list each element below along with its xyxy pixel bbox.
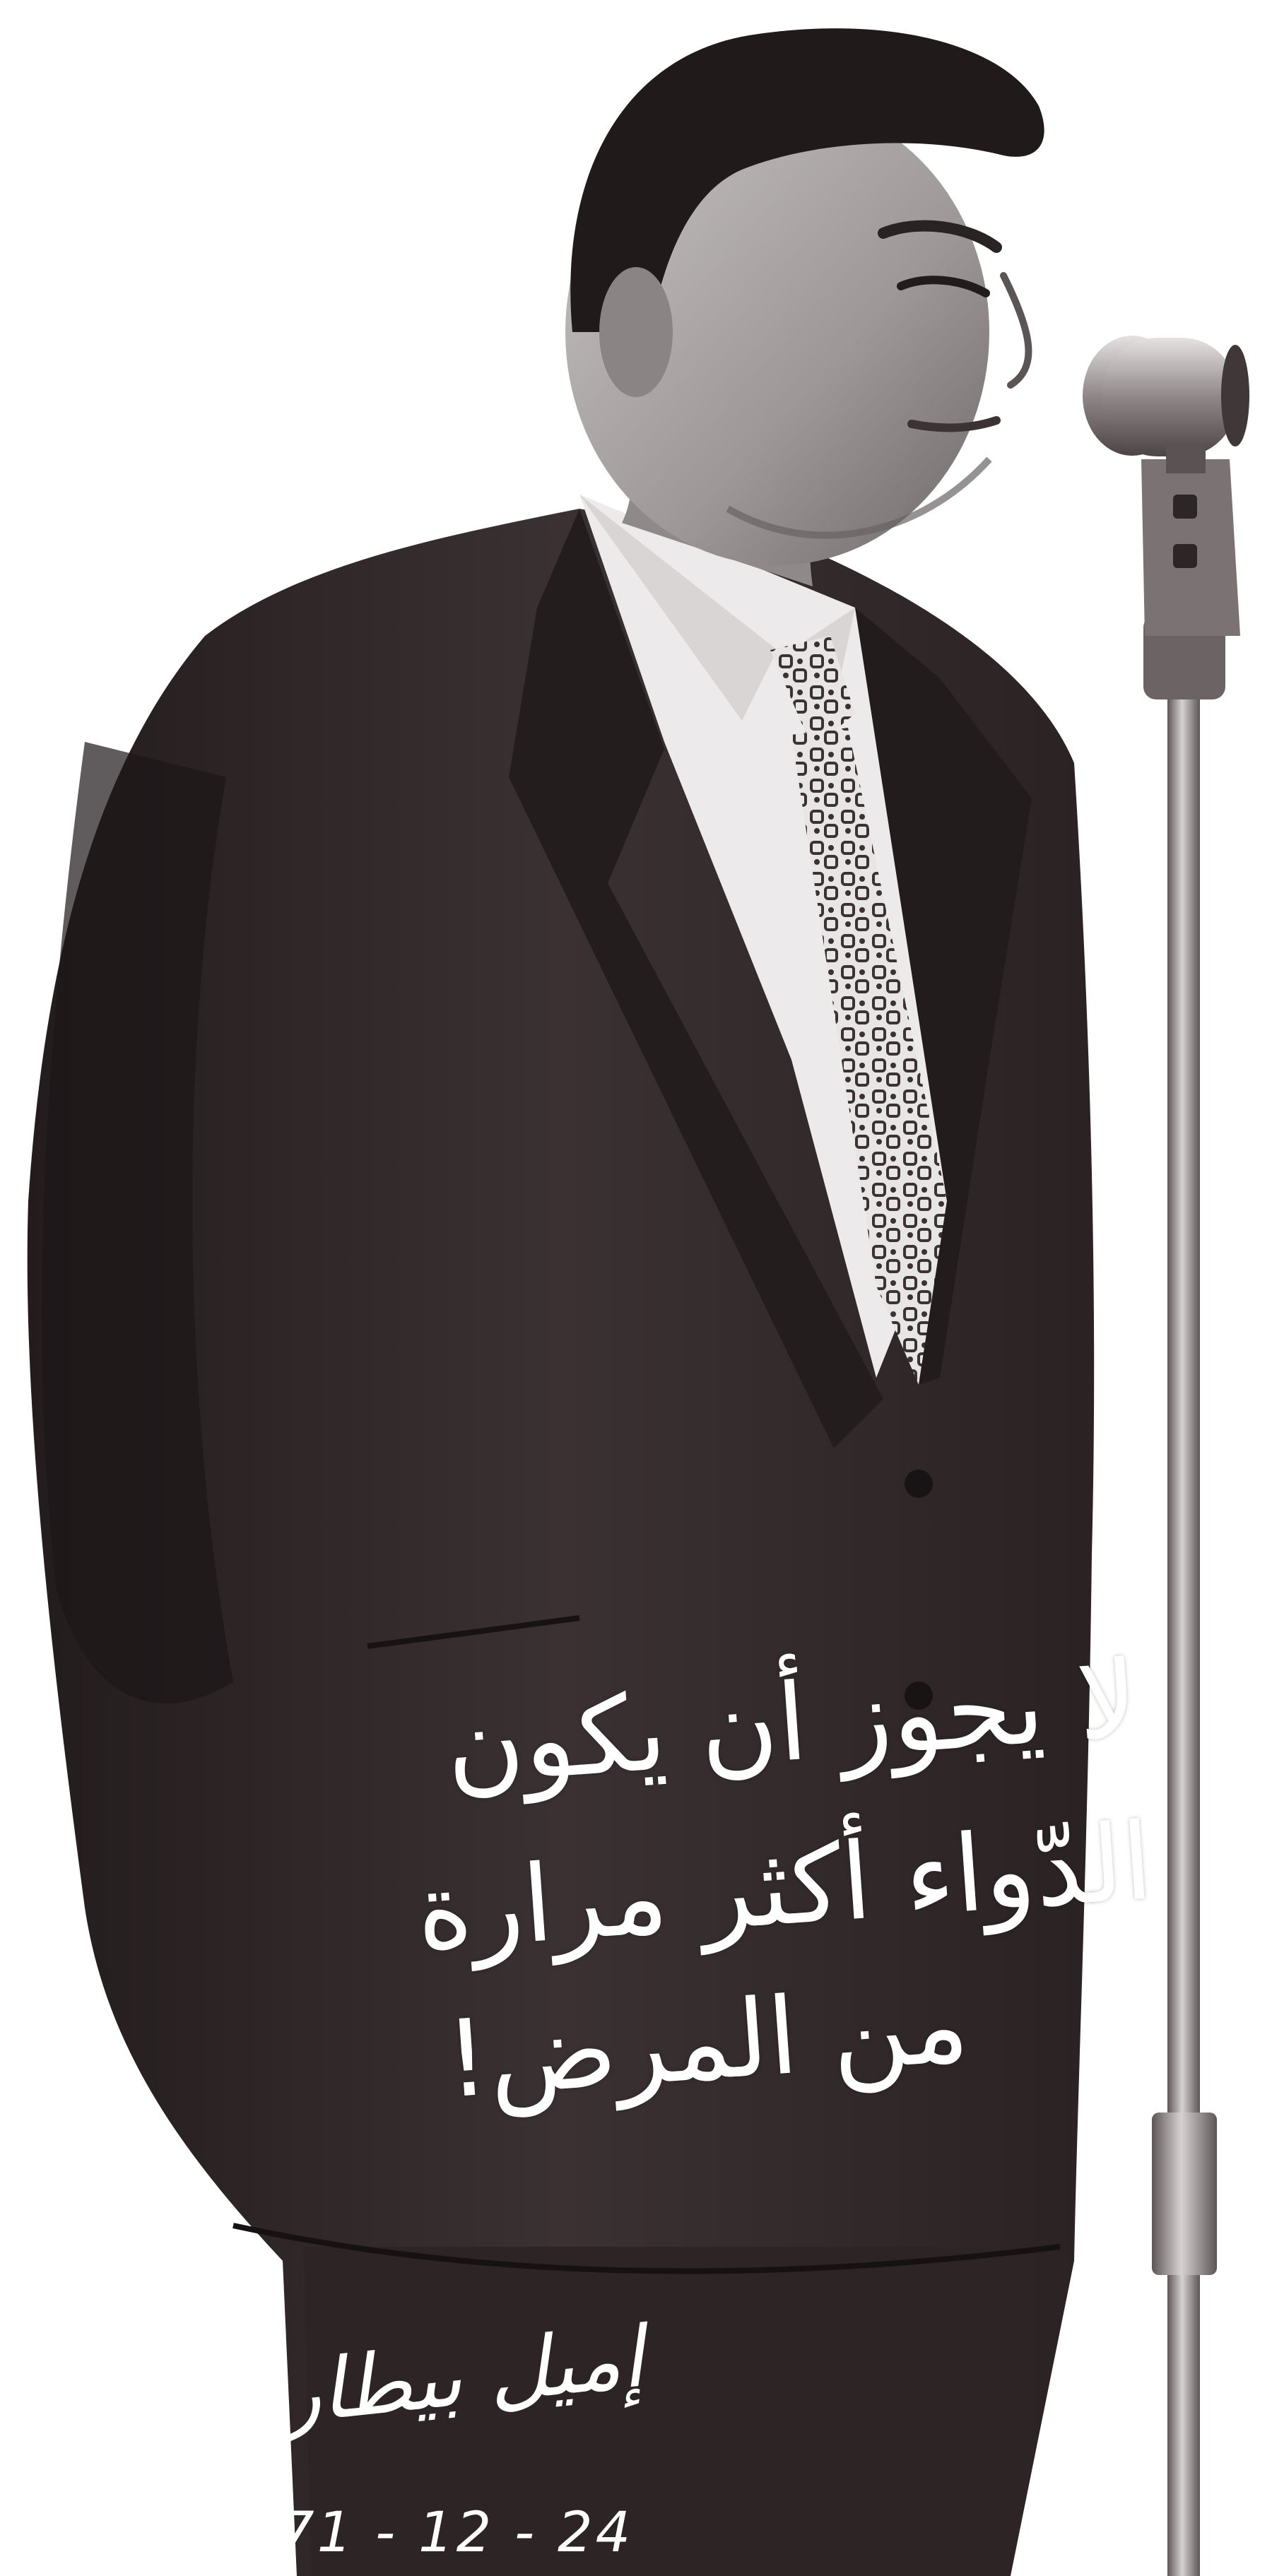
microphone-stand — [1141, 459, 1240, 2576]
date-stamp: 71 - 12 - 24 — [279, 2501, 634, 2565]
quote-line-3: من المرض! — [442, 1963, 973, 2122]
signature: إميل بيطار — [274, 2308, 649, 2443]
quote-line-1: لا يجوز أن يكون — [442, 1638, 1143, 1809]
microphone-icon — [1083, 336, 1249, 473]
quote-block — [106, 1618, 1157, 2122]
head — [565, 28, 1044, 565]
quote-line-2: الدّواء أكثر مرارة — [412, 1800, 1157, 1975]
